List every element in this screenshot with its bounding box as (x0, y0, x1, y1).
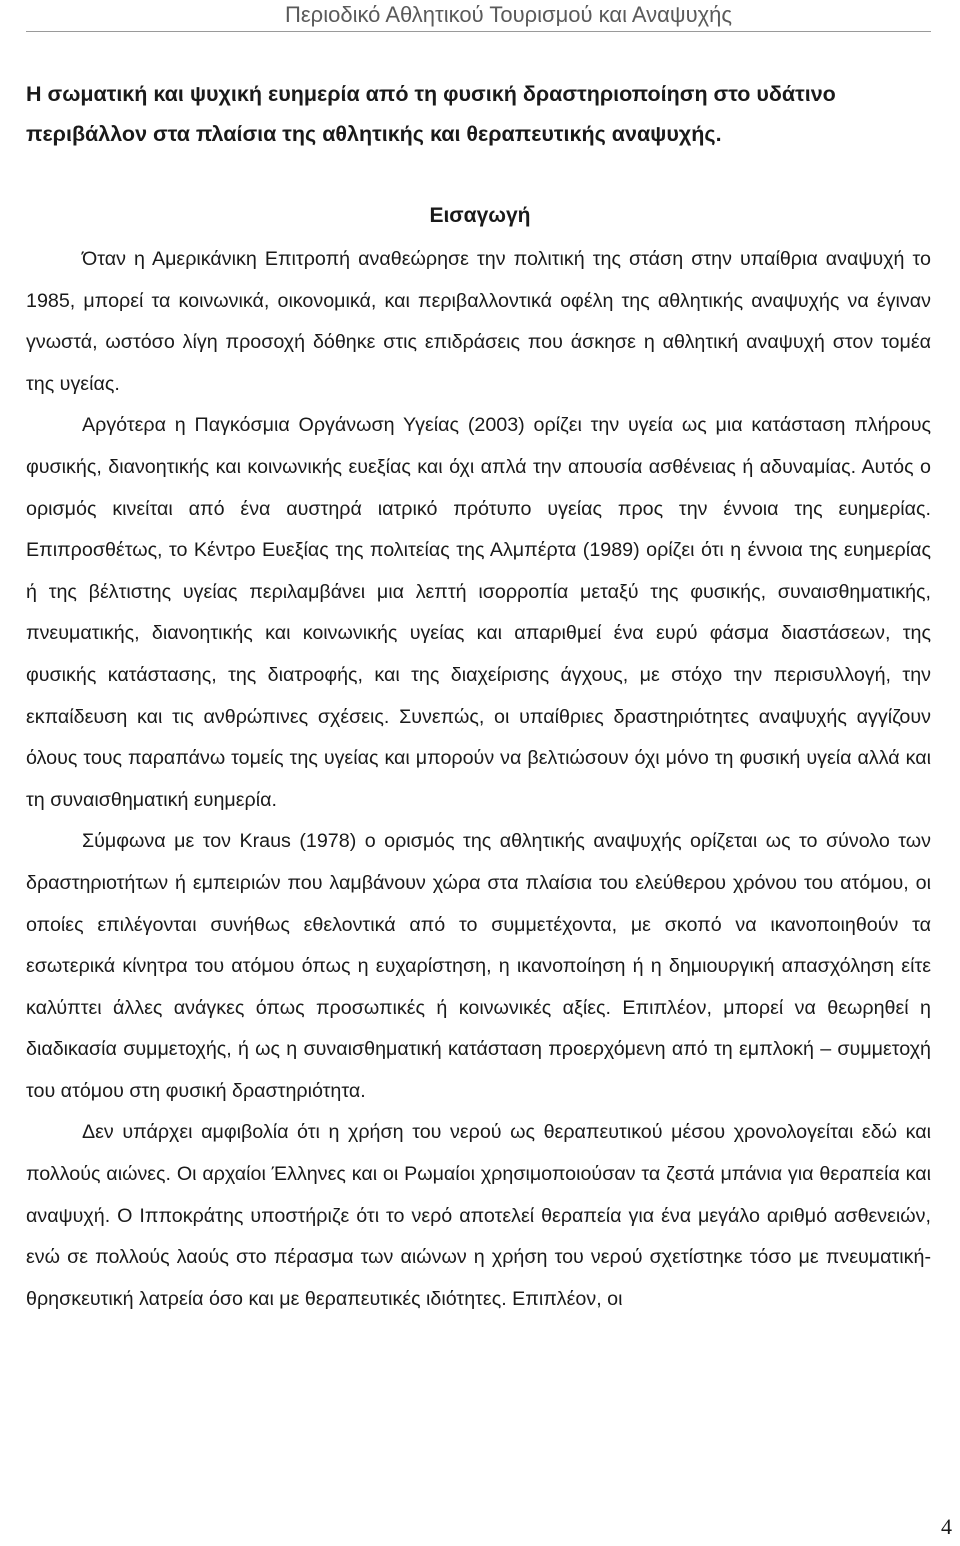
paragraph: Αργότερα η Παγκόσμια Οργάνωση Υγείας (2003) ορίζει την υγεία ως μια κατάσταση πλήρους φυσικής, διανοητικής και κοινωνικής ευεξίας και όχι απλά την απουσία ασθένειας ή αδυναμίας. Αυτός ο ορισμός κινείται από ένα αυστηρά ιατρικό πρότυπο υγείας προς την έννοια της ευημερίας. Επιπροσθέτως, το Κέντρο Ευεξίας της πολιτείας της Αλμπέρτα (1989) ορίζει ότι η έννοια της ευημερίας ή της βέλτιστης υγείας περιλαμβάνει μια λεπτή ισορροπία μεταξύ της φυσικής, συναισθηματικής, πνευματικής, διανοητικής και κοινωνικής υγείας και απαριθμεί ένα ευρύ φάσμα διαστάσεων, της φυσικής κατάστασης, της διατροφής, και της διαχείρισης άγχους, με στόχο την περισυλλογή, την εκπαίδευση και τις ανθρώπινες σχέσεις. Συνεπώς, οι υπαίθριες δραστηριότητες αναψυχής αγγίζουν όλους τους παραπάνω τομείς της υγείας και μπορούν να βελτιώσουν όχι μόνο τη φυσική υγεία αλλά και τη συναισθηματική ευημερία. (26, 414, 931, 811)
article-title: Η σωματική και ψυχική ευημερία από τη φυσική δραστηριοποίηση στο υδάτινο περιβάλλον στα πλαίσια της αθλητικής και θεραπευτικής αναψυχής. (26, 82, 836, 146)
paragraph: Δεν υπάρχει αμφιβολία ότι η χρήση του νερού ως θεραπευτικού μέσου χρονολογείται εδώ και πολλούς αιώνες. Οι αρχαίοι Έλληνες και οι Ρωμαίοι χρησιμοποιούσαν τα ζεστά μπάνια για θεραπεία και αναψυχή. Ο Ιπποκράτης υποστήριζε ότι το νερό αποτελεί θεραπεία για ένα μεγάλο αριθμό ασθενειών, ενώ σε πολλούς λαούς στο πέρασμα των αιώνων η χρήση του νερού σχετίστηκε τόσο με πνευματική-θρησκευτική λατρεία όσο και με θεραπευτικές ιδιότητες. Επιπλέον, οι (26, 1121, 931, 1310)
article-body (26, 239, 931, 1320)
section-heading: Εισαγωγή (429, 204, 531, 227)
header-divider (26, 31, 931, 32)
page-number: 4 (941, 1514, 952, 1539)
paragraph: Όταν η Αμερικάνικη Επιτροπή αναθεώρησε την πολιτική της στάση στην υπαίθρια αναψυχή το 1985, μπορεί τα κοινωνικά, οικονομικά, και περιβαλλοντικά οφέλη της αθλητικής αναψυχής να έγιναν γνωστά, ωστόσο λίγη προσοχή δόθηκε στις επιδράσεις που άσκησε η αθλητική αναψυχή στον τομέα της υγείας. (26, 248, 931, 395)
paragraph: Σύμφωνα με τον Kraus (1978) ο ορισμός της αθλητικής αναψυχής ορίζεται ως το σύνολο των δραστηριοτήτων ή εμπειριών που λαμβάνουν χώρα στα πλαίσια του ελεύθερου χρόνου του ατόμου, οι οποίες επιλέγονται συνήθως εθελοντικά από το συμμετέχοντα, με σκοπό να ικανοποιηθούν τα εσωτερικά κίνητρα του ατόμου όπως η ευχαρίστηση, η ικανοποίηση ή η δημιουργική απασχόληση είτε καλύπτει άλλες ανάγκες όπως προσωπικές ή κοινωνικές αξίες. Επιπλέον, μπορεί να θεωρηθεί η διαδικασία συμμετοχής, ή ως η συναισθηματική κατάσταση προερχόμενη από τη εμπλοκή – συμμετοχή του ατόμου στη φυσική δραστηριότητα. (26, 830, 931, 1102)
running-header: Περιοδικό Αθλητικού Τουρισμού και Αναψυχής (284, 2, 732, 27)
